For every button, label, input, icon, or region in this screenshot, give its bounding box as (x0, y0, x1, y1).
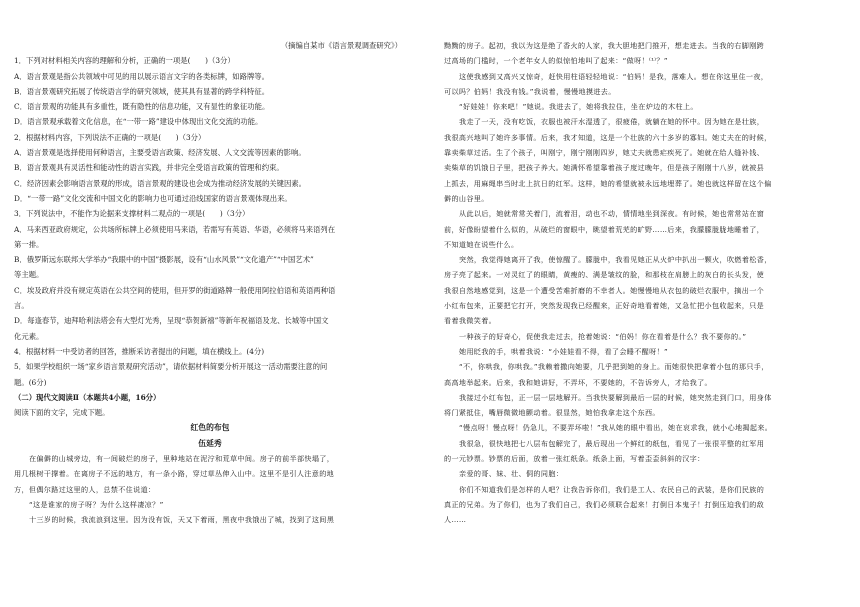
q3-option-a-cont: 第一排。 (14, 239, 44, 249)
story-line: 突然，我觉得她离开了我，使惊醒了。朦胧中，我看见她正从火炉中扒出一颗火，吹燃着松香， (459, 255, 772, 265)
story-line: 真正的兄弟。为了你们，也为了我们自己，我们必须联合起来！打倒日本鬼子！打倒压迫我们的敌 (444, 499, 765, 509)
story-line: 房子亮了起来。一对灵红了的眼睛，黄瘦的、满是皱纹的脸，和那枝在肩膀上的灰白的长头发，使 (444, 270, 765, 280)
right-column (444, 38, 836, 528)
source-citation: （摘编自某市《语言景观调查研究》） (280, 41, 402, 50)
q2-stem: 2．根据材料内容，下列说法不正确的一项是( )（3分） (14, 132, 206, 142)
q3-stem: 3．下列说法中，不能作为论据来支撑材料二观点的一项是( )（3分） (14, 209, 250, 219)
story-line: 可以吗？伯妈！我没有钱。”我说着，慢慢地摸进去。 (444, 86, 616, 96)
story-line: 亲爱的哥、妹、壮、侗的同胞： (459, 469, 564, 479)
q1-option-a: A．语言景观是指公共领域中可见的用以展示语言文字的各类标牌，如路牌等。 (14, 71, 269, 81)
q2-option-c: C．经济因素会影响语言景观的形成，语言景观的建设也会成为推动经济发展的关键因素。 (14, 178, 307, 188)
q1-stem: 1．下列对材料相关内容的理解和分析，正确的一项是( )（3分） (14, 56, 235, 66)
story-line: 你们不知道我们是怎样的人吧？让我告诉你们，我们是工人、农民自己的武装，是你们民族的 (459, 484, 765, 494)
q1-option-c: C．语言景观的功能具有多重性，既有隐性的信息功能，又有显性的象征功能。 (14, 102, 270, 112)
story-author: 伍延秀 (198, 438, 222, 448)
story-line: 卖柴草的饥饿日子里，把孩子养大。她满怀希望靠着孩子度过晚年，但是孩子刚刚十八岁，就被县 (444, 163, 765, 173)
story-line: 我走了一天，没有吃饭，衣服也被汗水湿透了，很疲倦，就躺在她的怀中。因为她在是壮族， (459, 117, 765, 127)
story-line: 我很自然地感觉到，这是一个遭受苦难折磨的不幸者人。她慢慢地从衣包的破烂衣服中，摘出一个 (444, 285, 765, 295)
story-paragraph-line: 用几根树干撑着。在离房子不远的地方，有一条小路，穿过草丛伸入山中。这里不是引人注意的地 (14, 469, 335, 479)
story-line: 从此以后，她就常常关着门，流着泪，动也不动，情情地坐到深夜。有时候，她也常常站在窗 (459, 209, 765, 219)
story-line: “不，你哄我，你哄我。”我赖着撒向她要，几乎把到她的身上。而她很快把拿着小包的那只手， (459, 362, 769, 372)
story-paragraph-line: 十三岁的时候，我流浪到这里。因为没有饭，天又下着雨，黑夜中我饿出了城，找到了这间黑 (29, 515, 335, 525)
story-line: 我很高兴地叫了她许多事情。后来，我才知道，这是一个壮族的六十多岁的寡妇。她丈夫在的时候， (444, 132, 772, 142)
q5-stem-cont: 题。(6分) (14, 377, 47, 387)
q1-option-d: D．语言景观承载着文化信息，在“一带一路”建设中体现出文化交流的功能。 (14, 117, 263, 127)
story-line: 黝黝的房子。起初，我以为这是绝了香火的人家，我大胆地把门推开，想走进去。当我的右脚刚跨 (444, 41, 765, 50)
story-line: 的一元钞票。钞票的后面，放着一张红纸条。纸条上面，写着歪歪斜斜的汉字： (444, 454, 705, 464)
q4-stem: 4．根据材料一中受访者的回答，推断采访者提出的问题，填在横线上。(4分) (14, 346, 265, 356)
story-line: 这使我感到又高兴又惊奇，赶快用柱语轻轻地说：“伯妈！是我，落难人。想在你这里住一夜， (459, 71, 769, 81)
story-line: 不知道她在说些什么。 (444, 239, 519, 249)
story-line: 我接过小红布包，正一层一层地解开。当我快要解到最后一层的时候，她突然走到门口，用身体 (459, 392, 772, 402)
q3-option-b: B．俄罗斯远东联邦大学举办“我眼中的中国”摄影展，设有“山水风景”“文化遗产”“中国艺术” (14, 255, 314, 265)
story-line: 过高场的门槛时，一个老年女人的似惊怕地叫了起来：“做呀！⁽¹⁾？” (444, 56, 668, 66)
q3-option-c: C．埃及政府并没有规定英语在公共空间的使用，但开罗的街道路牌一般使用阿拉伯语和英语两种语 (14, 285, 336, 295)
q5-stem: 5．如果学校组织一场“家乡语言景观研究活动”，请依据材料简要分析开展这一活动需要注意的问 (14, 362, 328, 372)
story-line: 人…… (444, 515, 467, 525)
story-line: 她用眨我的手，哄着我说：“小娃娃看不得，看了会睡不醒呀！” (459, 346, 669, 356)
story-paragraph-line: “这是谁家的房子呀？为什么这样凄凉？” (29, 499, 164, 509)
story-line: 高高地举起来。后来，我和她讲好，不弄坏，不要她的，不告诉旁人，才给我了。 (444, 377, 712, 387)
story-line: 看着我微笑着。 (444, 316, 497, 326)
story-line: 将门紧抵住，嘴唇微微地颤动着。很显然，她怕我拿走这个东西。 (444, 408, 660, 418)
q3-option-d: D．每逢春节，迪拜哈利法塔会有大型灯光秀，呈现“恭贺新禧”等新年祝福语及龙、长城等中国文 (14, 316, 329, 326)
section-heading: （二）现代文阅读Ⅱ（本题共4小题，16分） (14, 392, 161, 402)
story-line: 僻的山谷里。 (444, 193, 489, 203)
q1-option-b: B．语言景观研究拓展了传统语言学的研究领域，使其具有显著的跨学科特征。 (14, 86, 270, 96)
story-line: 小红布包来，正要把它打开，突然发现我已经醒来，正好奇地看着她，又急忙把小包收起来，只是 (444, 301, 765, 311)
story-line: “好娃娃！你来吧！”她说。我进去了，她将我拉住，坐在炉边的木柱上。 (459, 102, 698, 112)
reading-instruction: 阅读下面的文字，完成下题。 (14, 408, 110, 418)
story-title: 红色的布包 (190, 423, 230, 433)
story-line: 前，好像盼望着什么似的，从破烂的窗眼中，眺望着荒芜的旷野……后来，我朦朦胧胧地睡着了， (444, 224, 765, 234)
story-line: 我很急，很快地把七八层布包解完了，最后现出一个鲜红的纸包，看见了一张很平整的红军用 (459, 438, 765, 448)
q3-option-d-cont: 化元素。 (14, 331, 44, 341)
q2-option-b: B．语言景观具有灵活性和能动性的语言实践，并非完全受语言政策的管理和约束。 (14, 163, 284, 173)
story-paragraph-line: 方，但偶尔路过这里的人，总禁不住说道： (14, 484, 156, 494)
q3-option-b-cont: 等主题。 (14, 270, 44, 280)
story-line: 靠卖柴草过活。生了个孩子，叫刚宁，刚宁刚刚四岁，她丈夫就患疟疾死了。她就在给人缝补钱、 (444, 148, 765, 158)
story-paragraph-line: 在偏僻的山城旁边，有一间破烂的房子，里种地站在泥泞和荒草中间。房子的前半部快塌了， (29, 454, 335, 464)
story-line: 一种孩子的好奇心，促使我走过去，抢着她说：“伯妈！你在看着是什么？我不要你的。” (459, 331, 747, 341)
q2-option-a: A．语言景观是选择使用何种语言，主要受语言政策、经济发展、人文交流等因素的影响。 (14, 148, 306, 158)
q2-option-d: D．“一带一路”文化交流和中国文化的影响力也可通过沿线国家的语言景观体现出来。 (14, 193, 292, 203)
story-line: 上抓去，用麻绳串当时北上抗日的红军。这样，她的希望就被永远地埋葬了。她也就这样留在这个偏 (444, 178, 772, 188)
story-line: “慢点呀！慢点呀！仍急儿，不要弄坏啦！”我从她的眼中看出，她在哀求我，就小心地揭起来。 (459, 423, 773, 433)
q3-option-a: A．马来西亚政府规定，公共场所标牌上必须使用马来语，若需写有英语、华语，必须将马来语列在 (14, 224, 336, 234)
q3-option-c-cont: 言。 (14, 301, 29, 311)
left-column (14, 38, 406, 528)
